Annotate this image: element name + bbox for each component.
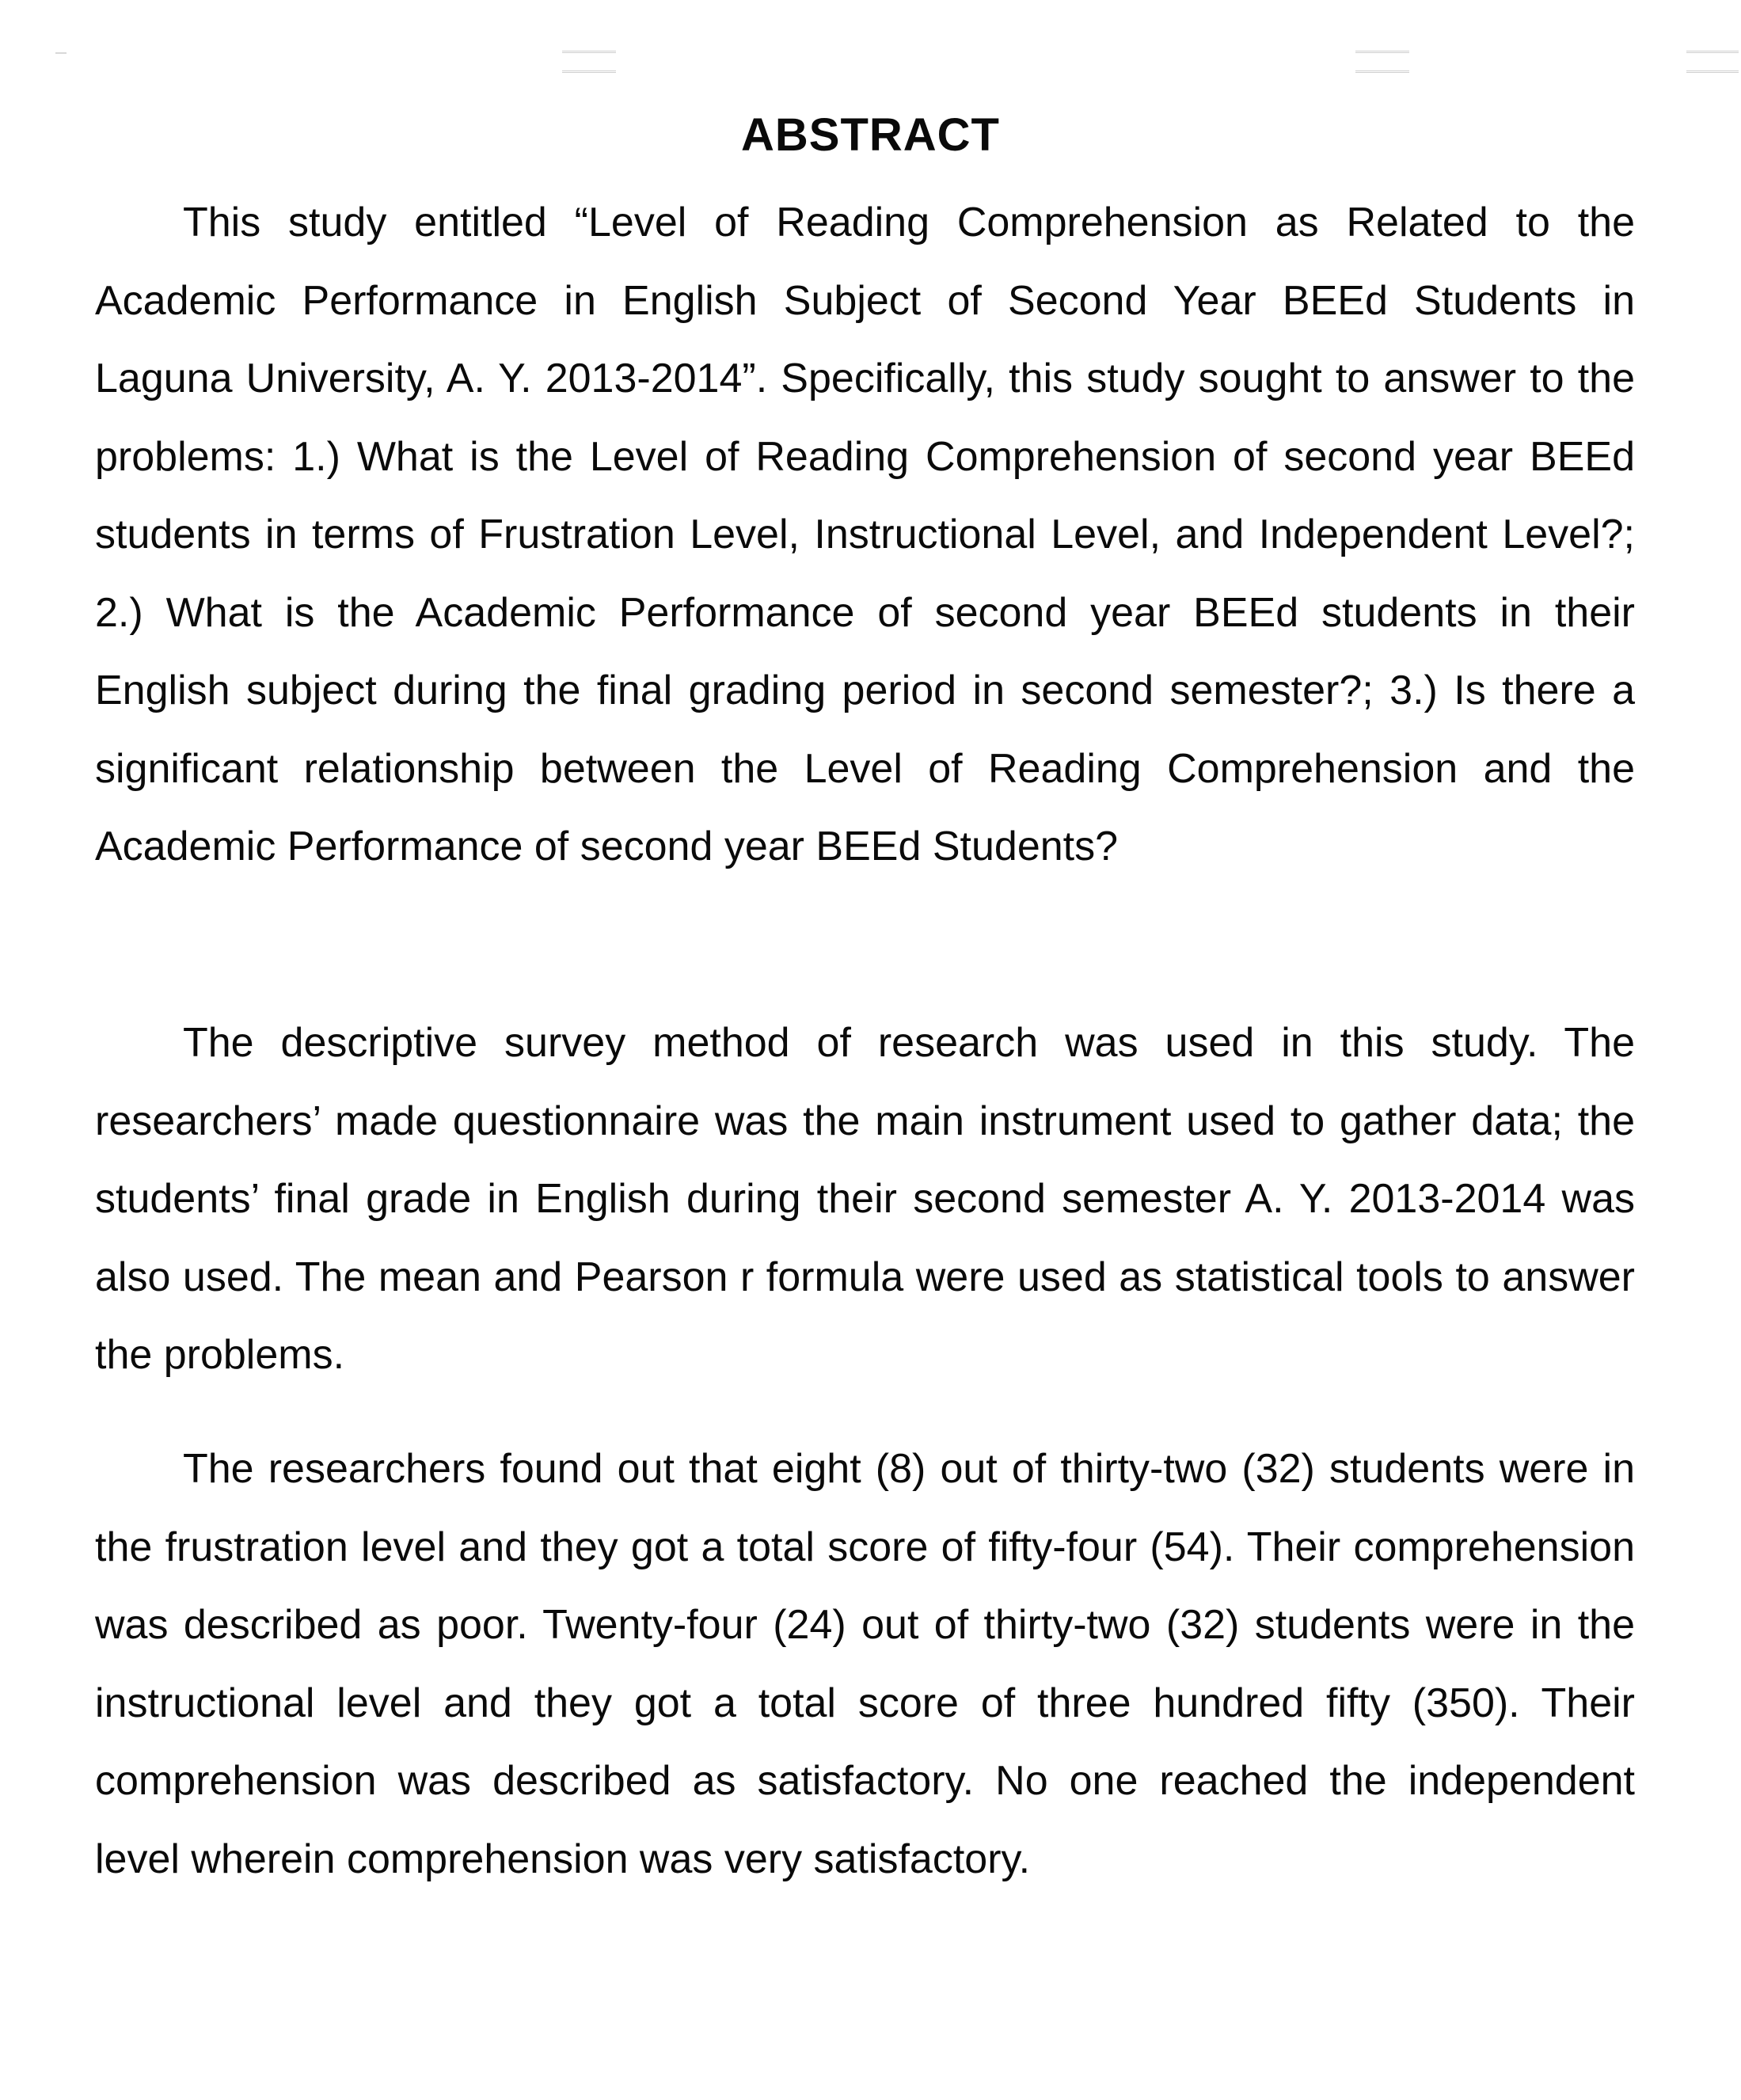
abstract-paragraph-2: The descriptive survey method of research was used in this study. The researchers’ made questionnaire was the main instrument used to gather data; the students’ final grade in English during their second semester A. Y. 2013-2014 was also used. The mean and Pearson r formula were used as statistical tools to answer the problems. [95,1020,1635,1378]
scan-artifact [562,51,616,73]
abstract-paragraph-1: This study entitled “Level of Reading Comprehension as Related to the Academic Performance in English Subject of Second Year BEEd Students in Laguna University, A. Y. 2013-2014”. Specifically, this study sought to answer to the problems: 1.) What is the Level of Reading Comprehension of second year BEEd students in terms of Frustration Level, Instructional Level, and Independent Level?; 2.) What is the Academic Performance of second year BEEd students in their English subject during the final grading period in second semester?; 3.) Is there a significant relationship between the Level of Reading Comprehension and the Academic Performance of second year BEEd Students? [95,200,1635,869]
page-title: ABSTRACT [741,109,1000,161]
scan-artifact [1355,51,1409,73]
abstract-paragraph-3: The researchers found out that eight (8) out of thirty-two (32) students were in the frustration level and they got a total score of fifty-four (54). Their comprehension was described as poor. Twenty-four (24) out of thirty-two (32) students were in the instructional level and they got a total score of three hundred fifty (350). Their comprehension was described as satisfactory. No one reached the independent level wherein comprehension was very satisfactory. [95,1446,1635,1882]
scan-artifact [55,52,67,54]
scan-artifact [1686,51,1739,73]
